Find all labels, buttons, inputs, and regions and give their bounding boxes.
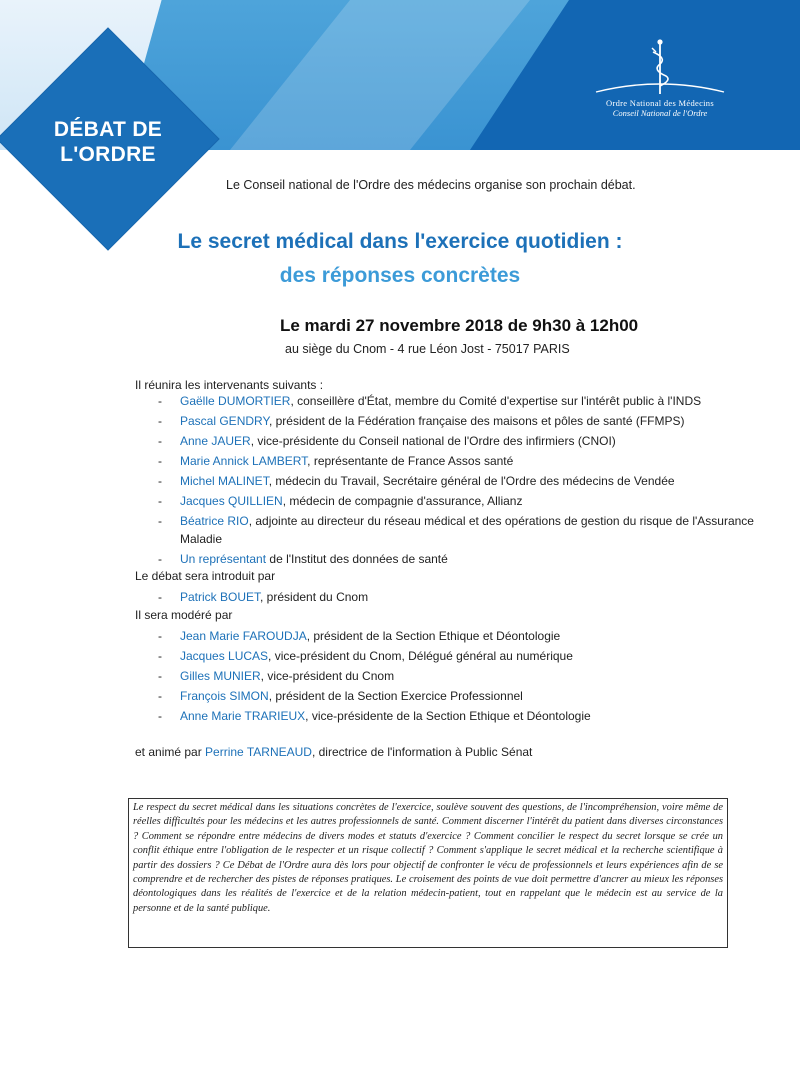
moderator-name: Jean Marie FAROUDJA (180, 629, 307, 643)
moderators-heading: Il sera modéré par (135, 608, 233, 622)
animator-prefix: et animé par (135, 745, 206, 759)
speaker-item (156, 412, 756, 430)
animator-name: Perrine TARNEAUD (205, 745, 312, 759)
speaker-role: , conseillère d'État, membre du Comité d'expertise sur l'intérêt public à l'INDS (290, 394, 702, 408)
logo-subtitle: Conseil National de l'Ordre (612, 108, 708, 118)
speaker-item (156, 452, 756, 470)
introducer-heading: Le débat sera introduit par (135, 569, 276, 583)
moderator-role: , vice-présidente de la Section Ethique et Déontologie (305, 709, 591, 723)
title-line-1: Le secret médical dans l'exercice quotidien : (177, 230, 623, 253)
introducer-role: , président du Cnom (260, 590, 369, 604)
speaker-item (156, 392, 756, 410)
speaker-role: , médecin de compagnie d'assurance, Allianz (282, 494, 523, 508)
moderator-item (156, 647, 756, 665)
speaker-role: , représentante de France Assos santé (307, 454, 514, 468)
moderator-item (156, 667, 756, 685)
moderator-item (156, 627, 756, 645)
speaker-name: Béatrice RIO (180, 514, 249, 528)
moderator-name: Gilles MUNIER (180, 669, 261, 683)
introducer-item (156, 588, 756, 606)
speaker-role: , président de la Fédération française des maisons et pôles de santé (FFMPS) (268, 414, 685, 428)
speaker-item (156, 432, 756, 450)
speakers-list (156, 392, 756, 570)
speaker-role: , adjointe au directeur du réseau médical et des opérations de gestion du risque de l'Assurance Maladie (180, 514, 754, 546)
speaker-role: , médecin du Travail, Secrétaire général de l'Ordre des médecins de Vendée (268, 474, 675, 488)
speakers-heading: Il réunira les intervenants suivants : (135, 378, 324, 392)
speaker-name: Gaëlle DUMORTIER (180, 394, 291, 408)
intro-text: Le Conseil national de l'Ordre des médecins organise son prochain débat. (226, 178, 636, 192)
moderator-role: , vice-président du Cnom (260, 669, 395, 683)
animator-line (135, 745, 532, 759)
moderators-list (156, 627, 756, 727)
speaker-item (156, 550, 756, 568)
speaker-item (156, 512, 756, 548)
introducer-name: Patrick BOUET (180, 590, 261, 604)
moderator-item (156, 687, 756, 705)
title-line-2: des réponses concrètes (279, 264, 521, 287)
speaker-role: de l'Institut des données de santé (266, 552, 448, 566)
moderator-name: Anne Marie TRARIEUX (180, 709, 306, 723)
speaker-name: Pascal GENDRY (180, 414, 269, 428)
speaker-name: Jacques QUILLIEN (180, 494, 283, 508)
introducer-list (156, 588, 756, 608)
badge-line-2: L'ORDRE (60, 143, 156, 166)
debat-badge-label (40, 117, 176, 167)
summary-text: Le respect du secret médical dans les situations concrètes de l'exercice, soulève souvent des questions, de l'incompréhension, voire même de réelles difficultés pour les médecins et les autres professionnels de santé. Comment discerner l'intérêt du patient dans diverses circonstances ? Comment se répondre entre médecins de divers modes et statuts d'exercice ? Comment concilier le respect du secret lorsque se crée un conflit éthique entre l'obligation de le respecter et un risque collectif ? Comment s'applique le secret médical et la recherche scientifique à partir des dossiers ? Ce Débat de l'Ordre aura dès lors pour objectif de confronter le vécu de professionnels et leurs expériences afin de se comprendre et de rechercher des pistes de réponses pratiques. Le croisement des points de vue doit permettre d'ancrer au mieux les réponses déontologiques dans les réalités de l'exercice et de la relation médecin-patient, tout en rappelant que le médecin est au service de la personne et de la santé publique. (133, 802, 723, 914)
badge-line-1: DÉBAT DE (53, 118, 163, 141)
speaker-name: Anne JAUER (180, 434, 251, 448)
speaker-item (156, 492, 756, 510)
event-date: Le mardi 27 novembre 2018 de 9h30 à 12h00 (280, 316, 639, 335)
moderator-role: , président de la Section Ethique et Déontologie (306, 629, 561, 643)
event-venue: au siège du Cnom - 4 rue Léon Jost - 75017 PARIS (285, 342, 570, 356)
speaker-role: , vice-présidente du Conseil national de l'Ordre des infirmiers (CNOI) (250, 434, 616, 448)
speaker-name: Un représentant (180, 552, 267, 566)
summary-box (128, 798, 728, 948)
moderator-role: , président de la Section Exercice Professionnel (268, 689, 523, 703)
moderator-name: Jacques LUCAS (180, 649, 269, 663)
speaker-name: Michel MALINET (180, 474, 269, 488)
animator-role: , directrice de l'information à Public Sénat (311, 745, 533, 759)
speaker-item (156, 472, 756, 490)
logo-title: Ordre National des Médecins (606, 98, 714, 108)
speaker-name: Marie Annick LAMBERT (180, 454, 308, 468)
moderator-item (156, 707, 756, 725)
moderator-role: , vice-président du Cnom, Délégué général au numérique (268, 649, 573, 663)
moderator-name: François SIMON (180, 689, 269, 703)
